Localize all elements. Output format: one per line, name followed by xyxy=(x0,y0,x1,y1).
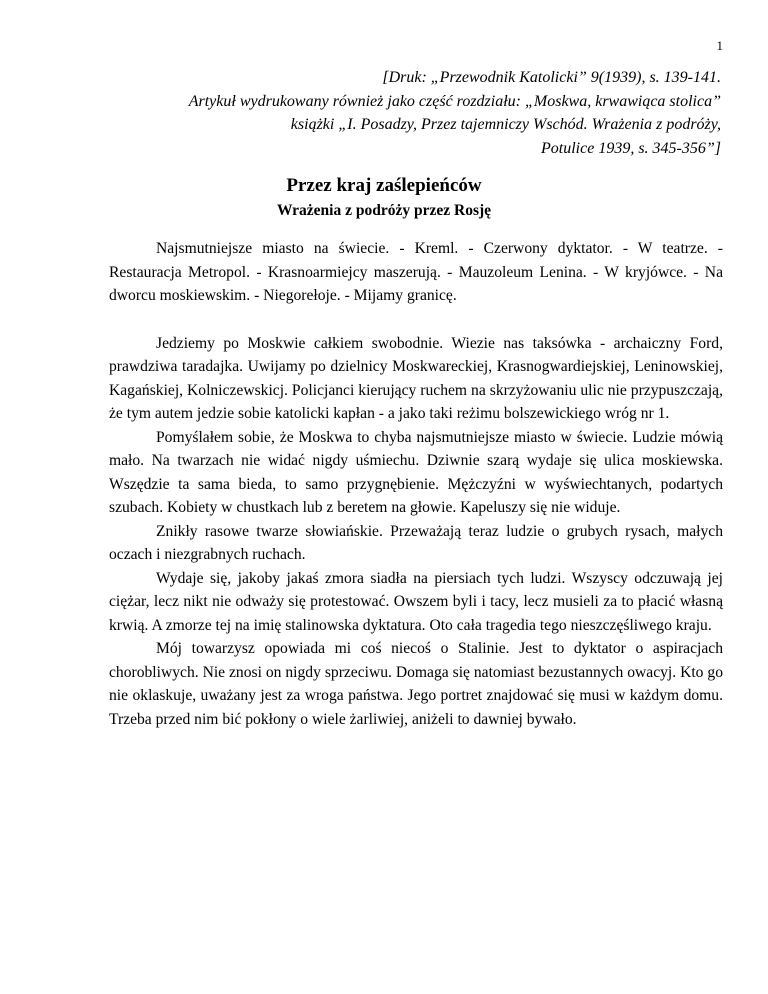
title-block xyxy=(0,174,768,222)
source-note xyxy=(81,66,721,160)
article-body xyxy=(109,237,723,731)
body-paragraph: Mój towarzysz opowiada mi coś niecoś o Stalinie. Jest to dyktator o aspiracjach chorobliwych. Nie znosi on nigdy sprzeciwu. Domaga się natomiast bezustannych owacyj. Kto go nie oklaskuje, uważany jest za wroga państwa. Jego portret znajdować się musi w każdym domu. Trzeba przed nim bić pokłony o wiele żarliwiej, aniżeli to dawniej bywało. xyxy=(109,640,723,728)
source-note-line: Potulice 1939, s. 345-356”] xyxy=(541,139,721,157)
source-note-line: książki „I. Posadzy, Przez tajemniczy Wschód. Wrażenia z podróży, xyxy=(290,116,721,133)
source-note-line: Artykuł wydrukowany również jako część rozdziału: „Moskwa, krwawiąca stolica” xyxy=(188,92,721,110)
article-subtitle: Wrażenia z podróży przez Rosję xyxy=(276,202,492,219)
body-paragraph: Jedziemy po Moskwie całkiem swobodnie. Wiezie nas taksówka - archaiczny Ford, prawdziwa taradajka. Uwijamy po dzielnicy Moskwareckiej, Krasnogwardiejskiej, Leninowskiej, Kagańskiej, Kolniczewskicj. Policjanci kierujący ruchem na skrzyżowaniu ulic nie przypuszczają, że tym autem jedzie sobie katolicki kapłan - a jako taki reżimu bolszewickiego wróg nr 1. xyxy=(109,334,723,422)
body-paragraph: Znikły rasowe twarze słowiańskie. Przeważają teraz ludzie o grubych rysach, małych oczach i niezgrabnych ruchach. xyxy=(109,522,723,563)
source-note-line: [Druk: „Przewodnik Katolicki” 9(1939), s. 139-141. xyxy=(382,69,721,86)
article-title: Przez kraj zaślepieńców xyxy=(286,175,482,196)
page-number: 1 xyxy=(716,38,723,53)
body-paragraph: Wydaje się, jakoby jakaś zmora siadła na piersiach tych ludzi. Wszyscy odczuwają jej ciężar, lecz nikt nie odważy się protestować. Owszem byli i tacy, lecz musieli za to płacić własną krwią. A zmorze tej na imię stalinowska dyktatura. Oto cała tragedia tego nieszczęśliwego kraju. xyxy=(109,569,723,634)
chapter-summary: Najsmutniejsze miasto na świecie. - Kreml. - Czerwony dyktator. - W teatrze. - Restauracja Metropol. - Krasnoarmiejcy maszerują. - Mauzoleum Lenina. - W kryjówce. - Na dworcu moskiewskim. - Niegorełoje. - Mijamy granicę. xyxy=(109,240,723,304)
body-paragraph: Pomyślałem sobie, że Moskwa to chyba najsmutniejsze miasto w świecie. Ludzie mówią mało. Na twarzach nie widać nigdy uśmiechu. Dziwnie szarą wydaje się ulica moskiewska. Wszędzie ta sama bieda, to samo przygnębienie. Mężczyźni w wyświechtanych, podartych szubach. Kobiety w chustkach lub z beretem na głowie. Kapeluszy się nie widuje. xyxy=(109,428,723,516)
